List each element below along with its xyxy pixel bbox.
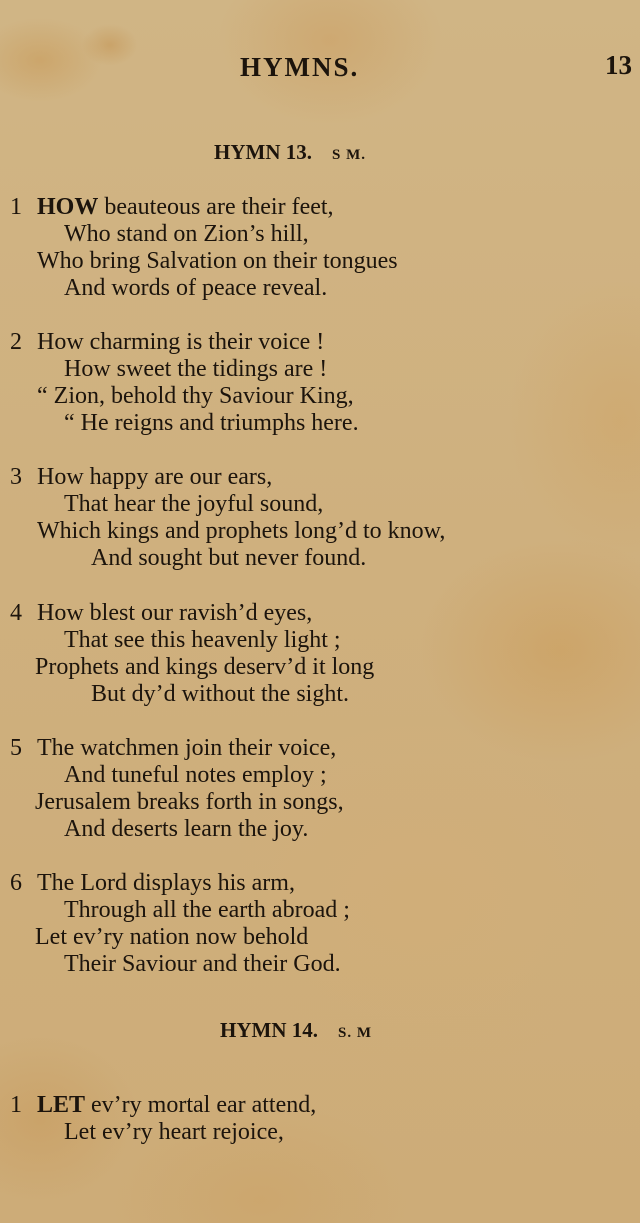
- hymn-number: HYMN 13.: [214, 140, 312, 164]
- stanza-number: 6: [10, 870, 22, 896]
- verse-line: But dy’d without the sight.: [91, 681, 349, 707]
- stanza-number: 2: [10, 329, 22, 355]
- hymn-meter: S M.: [332, 147, 366, 163]
- verse-line: That see this heavenly light ;: [64, 627, 341, 653]
- verse-line: And tuneful notes employ ;: [64, 762, 327, 788]
- verse-line: “ Zion, behold thy Saviour King,: [37, 383, 354, 409]
- verse-line: Which kings and prophets long’d to know,: [37, 518, 446, 544]
- verse-line: The watchmen join their voice,: [37, 735, 337, 761]
- verse-line: Jerusalem breaks forth in songs,: [35, 789, 344, 815]
- running-head: HYMNS.: [240, 52, 360, 82]
- verse-line: The Lord displays his arm,: [37, 870, 295, 896]
- verse-line: And sought but never found.: [91, 545, 367, 571]
- verse-line: “ He reigns and triumphs here.: [64, 410, 359, 436]
- verse-line: And deserts learn the joy.: [64, 816, 309, 842]
- verse-line: How blest our ravish’d eyes,: [37, 600, 313, 626]
- verse-line: And words of peace reveal.: [64, 275, 328, 301]
- stanza-number: 5: [10, 735, 22, 761]
- stanza-number: 1: [10, 1092, 22, 1118]
- stanza-number: 4: [10, 600, 22, 626]
- verse-line: How charming is their voice !: [37, 329, 325, 355]
- verse-line: How sweet the tidings are !: [64, 356, 328, 382]
- verse-line: Let ev’ry heart rejoice,: [64, 1119, 284, 1145]
- verse-line: Through all the earth abroad ;: [64, 897, 350, 923]
- stanza-number: 1: [10, 194, 22, 220]
- hymn-number: HYMN 14.: [220, 1018, 318, 1042]
- verse-line: That hear the joyful sound,: [64, 491, 324, 517]
- verse-line: Let ev’ry nation now behold: [35, 924, 309, 950]
- page-number: 13: [605, 50, 632, 80]
- verse-line: How happy are our ears,: [37, 464, 273, 490]
- verse-line: LET ev’ry mortal ear attend,: [37, 1092, 317, 1118]
- verse-line: Their Saviour and their God.: [64, 951, 341, 977]
- verse-line: Prophets and kings deserv’d it long: [35, 654, 375, 680]
- hymn-13-title: [214, 140, 366, 165]
- verse-line: Who stand on Zion’s hill,: [64, 221, 309, 247]
- hymn-14-title: [220, 1018, 372, 1043]
- verse-line: HOW beauteous are their feet,: [37, 194, 334, 220]
- hymn-meter: S. M: [338, 1025, 372, 1041]
- stanza-number: 3: [10, 464, 22, 490]
- verse-line: Who bring Salvation on their tongues: [37, 248, 398, 274]
